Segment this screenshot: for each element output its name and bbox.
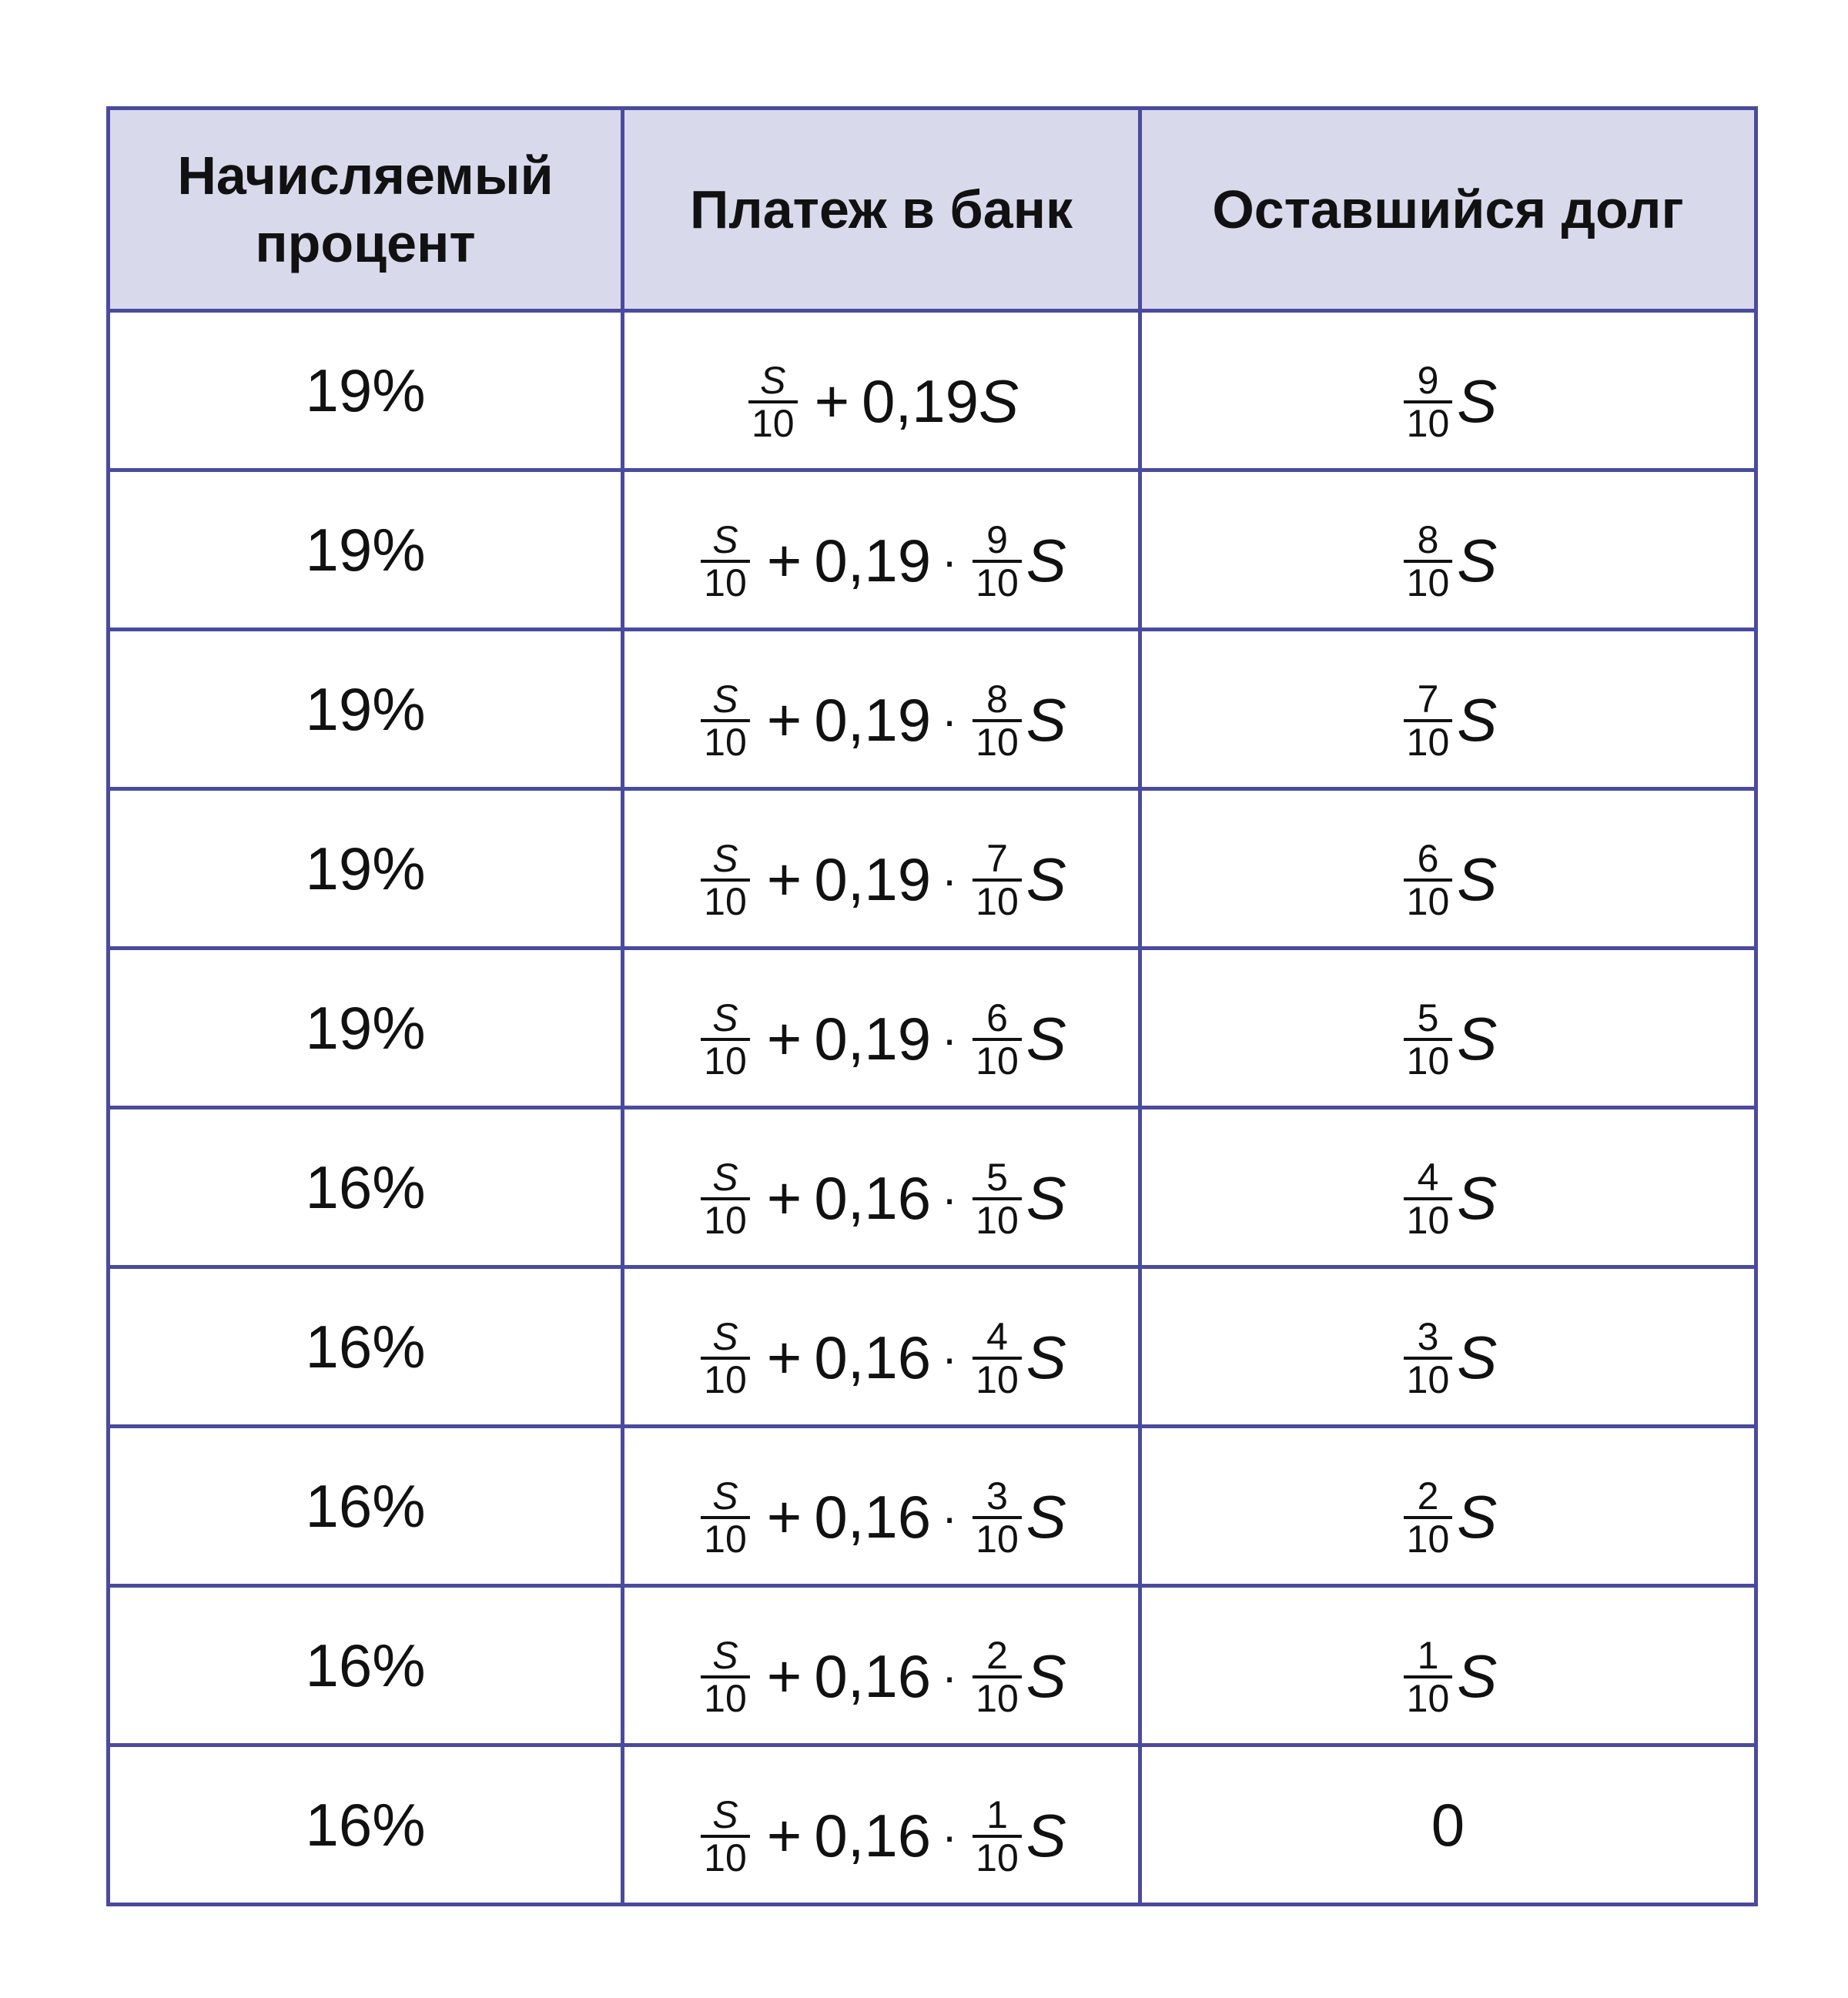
header-bank-payment: Платеж в банк	[623, 109, 1140, 311]
remaining-fraction	[1404, 1314, 1453, 1401]
principal-fraction	[748, 360, 798, 443]
fraction-denominator: 10	[973, 560, 1022, 603]
multiply-dot: ·	[942, 1651, 958, 1702]
plus-sign: +	[766, 1005, 802, 1073]
multiply-dot: ·	[942, 694, 958, 746]
debt-share-fraction	[973, 838, 1022, 922]
fraction-numerator: 1	[1417, 1633, 1439, 1677]
interest-rate: 19%	[305, 515, 426, 584]
remaining-debt-value: 0	[1431, 1790, 1465, 1859]
interest-coefficient: 0,19	[814, 527, 932, 594]
variable-s: S	[1026, 1642, 1066, 1710]
payment-cell	[623, 789, 1140, 949]
loan-repayment-table	[106, 106, 1758, 1906]
fraction-denominator: 10	[973, 1835, 1022, 1878]
remaining-debt-expression	[1399, 1157, 1498, 1240]
plus-sign: +	[766, 845, 802, 913]
rate-cell	[109, 1427, 623, 1586]
table-body	[109, 311, 1756, 1905]
plus-sign: +	[766, 1164, 802, 1232]
principal-fraction	[701, 1157, 750, 1240]
fraction-numerator: 5	[1417, 996, 1439, 1039]
fraction-denominator: 10	[1404, 1675, 1453, 1719]
payment-expression	[696, 838, 1066, 922]
remaining-debt-expression	[1399, 838, 1498, 922]
variable-s: S	[1457, 845, 1498, 913]
variable-s: S	[1026, 686, 1066, 754]
variable-s: S	[1457, 1324, 1498, 1391]
variable-s: S	[1457, 1164, 1498, 1232]
interest-rate: 16%	[305, 1312, 426, 1381]
principal-fraction	[701, 1476, 750, 1559]
fraction-denominator: 10	[1404, 1038, 1453, 1081]
fraction-numerator: S	[712, 996, 738, 1039]
interest-coefficient: 0,19	[814, 686, 932, 754]
variable-s: S	[978, 367, 1019, 435]
multiply-dot: ·	[942, 535, 958, 587]
fraction-denominator: 10	[973, 1357, 1022, 1400]
variable-s: S	[1026, 1324, 1066, 1391]
fraction-numerator: S	[760, 358, 786, 402]
payment-cell	[623, 470, 1140, 630]
fraction-numerator: S	[712, 1792, 738, 1836]
payment-cell	[623, 1267, 1140, 1427]
fraction-denominator: 10	[973, 1516, 1022, 1559]
debt-cell	[1140, 470, 1756, 630]
rate-cell	[109, 470, 623, 630]
fraction-numerator: S	[712, 677, 738, 721]
debt-share-fraction	[973, 1476, 1022, 1559]
rate-cell	[109, 630, 623, 789]
multiply-dot: ·	[942, 1332, 958, 1384]
fraction-numerator: 6	[1417, 836, 1439, 880]
payment-cell	[623, 311, 1140, 470]
variable-s: S	[1026, 845, 1066, 913]
debt-cell	[1140, 630, 1756, 789]
multiply-dot: ·	[942, 854, 958, 905]
table-row	[109, 1427, 1756, 1586]
remaining-debt-expression	[1399, 998, 1498, 1081]
fraction-denominator: 10	[701, 1516, 750, 1559]
interest-rate: 19%	[305, 834, 426, 902]
payment-expression	[696, 1476, 1066, 1559]
debt-cell	[1140, 1586, 1756, 1745]
remaining-fraction	[1404, 1476, 1453, 1559]
fraction-denominator: 10	[973, 1197, 1022, 1240]
fraction-numerator: S	[712, 836, 738, 880]
fraction-denominator: 10	[973, 719, 1022, 762]
fraction-numerator: 4	[986, 1314, 1008, 1358]
fraction-numerator: 6	[986, 996, 1008, 1039]
debt-cell	[1140, 1427, 1756, 1586]
variable-s: S	[1026, 1802, 1066, 1869]
fraction-denominator: 10	[701, 560, 750, 603]
table-row	[109, 470, 1756, 630]
remaining-debt-expression	[1399, 1314, 1498, 1401]
rate-cell	[109, 1108, 623, 1267]
multiply-dot: ·	[942, 1013, 958, 1065]
table-row	[109, 1586, 1756, 1745]
payment-cell	[623, 949, 1140, 1108]
fraction-numerator: 8	[1417, 517, 1439, 561]
interest-coefficient: 0,16	[814, 1164, 932, 1232]
payment-cell	[623, 630, 1140, 789]
principal-fraction	[701, 1314, 750, 1401]
rate-cell	[109, 1267, 623, 1427]
table-row	[109, 311, 1756, 470]
remaining-debt-expression	[1399, 360, 1498, 443]
remaining-debt-expression	[1399, 517, 1498, 604]
plus-sign: +	[814, 367, 850, 435]
variable-s: S	[1026, 527, 1066, 594]
remaining-fraction	[1404, 1635, 1453, 1719]
fraction-numerator: 2	[986, 1633, 1008, 1677]
principal-fraction	[701, 998, 750, 1081]
debt-cell	[1140, 1108, 1756, 1267]
fraction-numerator: 8	[986, 677, 1008, 721]
principal-fraction	[701, 517, 750, 604]
remaining-fraction	[1404, 838, 1453, 922]
debt-share-fraction	[973, 998, 1022, 1081]
table-row	[109, 949, 1756, 1108]
interest-coefficient: 0,19	[862, 367, 979, 435]
fraction-denominator: 10	[701, 1038, 750, 1081]
interest-rate: 16%	[305, 1153, 426, 1221]
fraction-denominator: 10	[973, 879, 1022, 922]
fraction-numerator: 9	[1417, 358, 1439, 402]
variable-s: S	[1457, 367, 1498, 435]
payment-expression	[696, 1157, 1066, 1240]
plus-sign: +	[766, 1642, 802, 1710]
rate-cell	[109, 1745, 623, 1905]
multiply-dot: ·	[942, 1491, 958, 1543]
interest-coefficient: 0,16	[814, 1483, 932, 1551]
table-row	[109, 789, 1756, 949]
fraction-numerator: 9	[986, 517, 1008, 561]
remaining-fraction	[1404, 998, 1453, 1081]
fraction-numerator: 1	[986, 1792, 1008, 1836]
fraction-denominator: 10	[973, 1675, 1022, 1719]
debt-share-fraction	[973, 1792, 1022, 1879]
fraction-denominator: 10	[1404, 879, 1453, 922]
rate-cell	[109, 949, 623, 1108]
variable-s: S	[1026, 1164, 1066, 1232]
fraction-denominator: 10	[701, 1675, 750, 1719]
rate-cell	[109, 1586, 623, 1745]
table-row	[109, 630, 1756, 789]
interest-coefficient: 0,19	[814, 845, 932, 913]
plus-sign: +	[766, 527, 802, 594]
fraction-denominator: 10	[748, 400, 798, 443]
debt-share-fraction	[973, 1157, 1022, 1240]
payment-expression	[696, 1792, 1066, 1879]
fraction-numerator: 7	[986, 836, 1008, 880]
fraction-denominator: 10	[701, 1357, 750, 1400]
remaining-fraction	[1404, 360, 1453, 443]
fraction-denominator: 10	[1404, 1516, 1453, 1559]
rate-cell	[109, 311, 623, 470]
header-row	[109, 109, 1756, 311]
plus-sign: +	[766, 686, 802, 754]
variable-s: S	[1457, 686, 1498, 754]
principal-fraction	[701, 1635, 750, 1719]
payment-expression	[696, 1314, 1066, 1401]
remaining-debt-expression	[1399, 1476, 1498, 1559]
fraction-numerator: 2	[1417, 1474, 1439, 1518]
debt-cell	[1140, 1267, 1756, 1427]
interest-rate: 16%	[305, 1631, 426, 1699]
debt-share-fraction	[973, 679, 1022, 762]
remaining-fraction	[1404, 679, 1453, 762]
payment-expression	[696, 998, 1066, 1081]
table-row	[109, 1267, 1756, 1427]
multiply-dot: ·	[942, 1173, 958, 1224]
interest-coefficient: 0,16	[814, 1324, 932, 1391]
variable-s: S	[1026, 1005, 1066, 1073]
variable-s: S	[1457, 1005, 1498, 1073]
payment-expression	[696, 679, 1066, 762]
remaining-debt-expression	[1399, 679, 1498, 762]
payment-cell	[623, 1427, 1140, 1586]
fraction-numerator: S	[712, 1633, 738, 1677]
variable-s: S	[1457, 1483, 1498, 1551]
fraction-denominator: 10	[701, 1835, 750, 1878]
variable-s: S	[1457, 1642, 1498, 1710]
debt-cell	[1140, 1745, 1756, 1905]
principal-fraction	[701, 679, 750, 762]
plus-sign: +	[766, 1802, 802, 1869]
interest-rate: 19%	[305, 993, 426, 1062]
fraction-denominator: 10	[1404, 400, 1453, 443]
fraction-numerator: S	[712, 517, 738, 561]
variable-s: S	[1457, 527, 1498, 594]
debt-share-fraction	[973, 1635, 1022, 1719]
fraction-denominator: 10	[1404, 1197, 1453, 1240]
remaining-fraction	[1404, 1157, 1453, 1240]
fraction-denominator: 10	[973, 1038, 1022, 1081]
principal-fraction	[701, 1792, 750, 1879]
table-row	[109, 1745, 1756, 1905]
fraction-denominator: 10	[701, 719, 750, 762]
debt-cell	[1140, 949, 1756, 1108]
payment-expression	[696, 1635, 1066, 1719]
remaining-debt-expression	[1399, 1635, 1498, 1719]
fraction-denominator: 10	[1404, 560, 1453, 603]
interest-coefficient: 0,16	[814, 1802, 932, 1869]
header-remaining-debt: Оставшийся долг	[1140, 109, 1756, 311]
payment-expression	[744, 360, 1019, 443]
fraction-denominator: 10	[1404, 719, 1453, 762]
payment-cell	[623, 1108, 1140, 1267]
fraction-numerator: 3	[986, 1474, 1008, 1518]
fraction-numerator: 5	[986, 1155, 1008, 1199]
fraction-denominator: 10	[1404, 1357, 1453, 1400]
payment-expression	[696, 517, 1066, 604]
fraction-numerator: S	[712, 1314, 738, 1358]
fraction-numerator: 3	[1417, 1314, 1439, 1358]
fraction-denominator: 10	[701, 879, 750, 922]
fraction-numerator: 4	[1417, 1155, 1439, 1199]
table-row	[109, 1108, 1756, 1267]
interest-rate: 16%	[305, 1471, 426, 1540]
header-accrued-interest: Начисляемый процент	[109, 109, 623, 311]
interest-rate: 16%	[305, 1790, 426, 1859]
multiply-dot: ·	[942, 1810, 958, 1862]
plus-sign: +	[766, 1483, 802, 1551]
fraction-denominator: 10	[701, 1197, 750, 1240]
fraction-numerator: S	[712, 1474, 738, 1518]
variable-s: S	[1026, 1483, 1066, 1551]
payment-cell	[623, 1745, 1140, 1905]
interest-rate: 19%	[305, 356, 426, 424]
principal-fraction	[701, 838, 750, 922]
rate-cell	[109, 789, 623, 949]
interest-rate: 19%	[305, 674, 426, 743]
debt-cell	[1140, 789, 1756, 949]
debt-share-fraction	[973, 517, 1022, 604]
interest-coefficient: 0,19	[814, 1005, 932, 1073]
debt-cell	[1140, 311, 1756, 470]
plus-sign: +	[766, 1324, 802, 1391]
fraction-numerator: S	[712, 1155, 738, 1199]
fraction-numerator: 7	[1417, 677, 1439, 721]
debt-share-fraction	[973, 1314, 1022, 1401]
interest-coefficient: 0,16	[814, 1642, 932, 1710]
remaining-fraction	[1404, 517, 1453, 604]
payment-cell	[623, 1586, 1140, 1745]
